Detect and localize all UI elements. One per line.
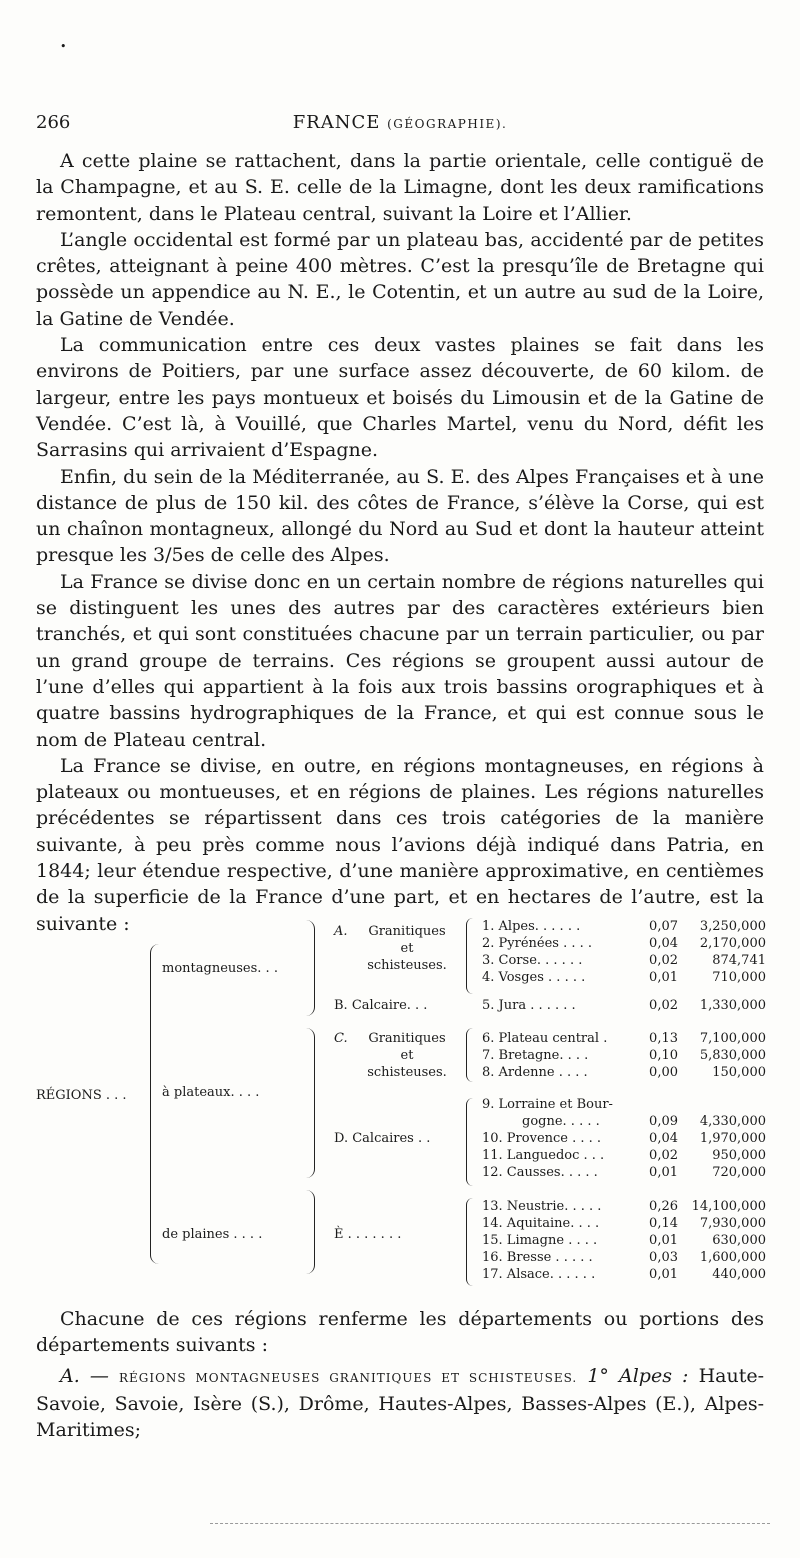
row-share: 0,02: [649, 1148, 678, 1163]
row-hectares: 1,330,000: [699, 998, 766, 1013]
running-header: [36, 112, 764, 136]
row-share: 0,01: [649, 1267, 678, 1282]
row-name-continued: gogne. . . . .: [522, 1114, 600, 1129]
table-root-label: RÉGIONS . . .: [36, 1088, 127, 1103]
row-name: 1. Alpes. . . . . .: [482, 919, 581, 934]
row-share: 0,01: [649, 970, 678, 985]
row-hectares: 710,000: [712, 970, 766, 985]
running-subtitle: (GÉOGRAPHIE).: [387, 117, 508, 131]
paragraph: L’angle occidental est formé par un plateau bas, accidenté par de petites crêtes, atteignant à peine 400 mètres. C’est la presqu’île de Bretagne qui possède un appendice au N. E., le Cotentin, et un autre au sud de la Loire, la Gatine de Vendée.: [36, 228, 764, 330]
row-hectares: 1,600,000: [699, 1250, 766, 1265]
row-hectares: 2,170,000: [699, 936, 766, 951]
brace-plateaux: [306, 1028, 315, 1178]
row-name: 9. Lorraine et Bour-: [482, 1097, 613, 1112]
row-name: 3. Corse. . . . . .: [482, 953, 583, 968]
row-share: 0,02: [649, 953, 678, 968]
row-name: 2. Pyrénées . . . .: [482, 936, 593, 951]
stray-dot: •: [60, 40, 67, 53]
brace-plaines: [306, 1190, 315, 1274]
row-name: 4. Vosges . . . . .: [482, 970, 586, 985]
row-hectares: 4,330,000: [699, 1114, 766, 1129]
section-text: Haute-Savoie, Savoie, Isère (S.), Drôme, Hautes-Alpes, Basses-Alpes (E.), Alpes-Maritimes;: [36, 1364, 764, 1442]
row-hectares: 3,250,000: [699, 919, 766, 934]
row-share: 0,04: [649, 936, 678, 951]
row-name: 15. Limagne . . . .: [482, 1233, 598, 1248]
row-name: 8. Ardenne . . . .: [482, 1065, 588, 1080]
group-c-line3: schisteuses.: [367, 1065, 447, 1080]
row-share: 0,01: [649, 1233, 678, 1248]
footer-rule: [210, 1523, 770, 1524]
row-hectares: 5,830,000: [699, 1048, 766, 1063]
main-text: [36, 148, 764, 937]
row-hectares: 720,000: [712, 1165, 766, 1180]
paragraph: La France se divise donc en un certain nombre de régions naturelles qui se distinguent les unes des autres par des caractères extérieurs bien tranchés, et qui sont constituées chacune par un terrain particulier, ou par un grand groupe de terrains. Ces régions se groupent aussi autour de l’une d’elles qui appartient à la fois aux trois bassins orographiques et à quatre bassins hydrographiques de la France, et qui est connue sous le nom de Plateau central.: [36, 570, 764, 751]
row-share: 0,10: [649, 1048, 678, 1063]
brace-montagneuses: [306, 920, 315, 1016]
brace-group-e: [466, 1198, 473, 1286]
section-letter: A. —: [60, 1364, 109, 1387]
brace-group-d: [466, 1098, 473, 1186]
row-name: 17. Alsace. . . . . .: [482, 1267, 596, 1282]
row-share: 0,04: [649, 1131, 678, 1146]
section-heading: RÉGIONS MONTAGNEUSES GRANITIQUES ET SCHISTEUSES.: [118, 1370, 578, 1385]
category-plaines: de plaines . . . .: [162, 1227, 263, 1242]
section-item: 1° Alpes :: [587, 1364, 689, 1387]
row-hectares: 1,970,000: [699, 1131, 766, 1146]
row-hectares: 950,000: [712, 1148, 766, 1163]
row-name: 5. Jura . . . . . .: [482, 998, 576, 1013]
row-name: 12. Causses. . . . .: [482, 1165, 598, 1180]
paragraph: La France se divise, en outre, en régions montagneuses, en régions à plateaux ou montueuses, et en régions de plaines. Les régions naturelles précédentes se répartissent dans ces trois catégories de la manière suivante, à peu près comme nous l’avions déjà indiqué dans Patria, en 1844; leur étendue respective, d’une manière approximative, en centièmes de la superficie de la France d’une part, et en hectares de l’autre, est la suivante :: [36, 754, 764, 935]
page-number: 266: [36, 112, 71, 133]
regions-table: [36, 910, 770, 1290]
row-hectares: 7,930,000: [699, 1216, 766, 1231]
row-share: 0,02: [649, 998, 678, 1013]
row-share: 0,14: [649, 1216, 678, 1231]
category-montagneuses: montagneuses. . .: [162, 961, 278, 976]
intro-paragraph: Chacune de ces régions renferme les départements ou portions des départements suivants :: [36, 1308, 764, 1357]
row-name: 11. Languedoc . . .: [482, 1148, 605, 1163]
group-a-letter: A.: [334, 924, 348, 939]
brace-group-c: [466, 1028, 473, 1082]
row-hectares: 440,000: [712, 1267, 766, 1282]
group-c-line1: Granitiques: [368, 1031, 446, 1046]
section-a-paragraph: [36, 1363, 764, 1444]
row-hectares: 630,000: [712, 1233, 766, 1248]
paragraph: La communication entre ces deux vastes plaines se fait dans les environs de Poitiers, par une surface assez découverte, de 60 kilom. de largeur, entre les pays montueux et boisés du Limousin et de la Gatine de Vendée. C’est là, à Vouillé, que Charles Martel, venu du Nord, défit les Sarrasins qui arrivaient d’Espagne.: [36, 334, 764, 462]
group-d: D. Calcaires . .: [334, 1131, 431, 1146]
running-title: FRANCE (GÉOGRAPHIE).: [292, 112, 508, 133]
row-name: 14. Aquitaine. . . .: [482, 1216, 600, 1231]
group-c-letter: C.: [334, 1031, 348, 1046]
row-share: 0,07: [649, 919, 678, 934]
row-hectares: 7,100,000: [699, 1031, 766, 1046]
row-hectares: 150,000: [712, 1065, 766, 1080]
paragraph: Enfin, du sein de la Méditerranée, au S. E. des Alpes Françaises et à une distance de plus de 150 kil. des côtes de France, s’élève la Corse, qui est un chaînon montagneux, allongé du Nord au Sud et dont la hauteur atteint presque les 3/5es de celle des Alpes.: [36, 465, 764, 567]
brace-group-a: [466, 918, 473, 994]
root-brace: [150, 944, 159, 1264]
paragraph: A cette plaine se rattachent, dans la partie orientale, celle contiguë de la Champagne, et au S. E. celle de la Limagne, dont les deux ramifications remontent, dans le Plateau central, suivant la Loire et l’Allier.: [36, 150, 764, 225]
row-share: 0,09: [649, 1114, 678, 1129]
following-text: [36, 1306, 764, 1443]
row-share: 0,01: [649, 1165, 678, 1180]
group-a-line1: Granitiques: [368, 924, 446, 939]
row-hectares: 874,741: [712, 953, 766, 968]
group-c-line2: et: [400, 1048, 414, 1063]
row-name: 16. Bresse . . . . .: [482, 1250, 593, 1265]
row-name: 10. Provence . . . .: [482, 1131, 602, 1146]
group-a-line3: schisteuses.: [367, 958, 447, 973]
row-share: 0,26: [649, 1199, 678, 1214]
group-b: B. Calcaire. . .: [334, 998, 428, 1013]
row-name: 13. Neustrie. . . . .: [482, 1199, 602, 1214]
row-name: 7. Bretagne. . . .: [482, 1048, 589, 1063]
row-hectares: 14,100,000: [691, 1199, 766, 1214]
category-plateaux: à plateaux. . . .: [162, 1085, 260, 1100]
group-e: È . . . . . . .: [334, 1227, 402, 1242]
row-share: 0,03: [649, 1250, 678, 1265]
row-name: 6. Plateau central .: [482, 1031, 608, 1046]
row-share: 0,13: [649, 1031, 678, 1046]
row-share: 0,00: [649, 1065, 678, 1080]
group-a-line2: et: [400, 941, 414, 956]
